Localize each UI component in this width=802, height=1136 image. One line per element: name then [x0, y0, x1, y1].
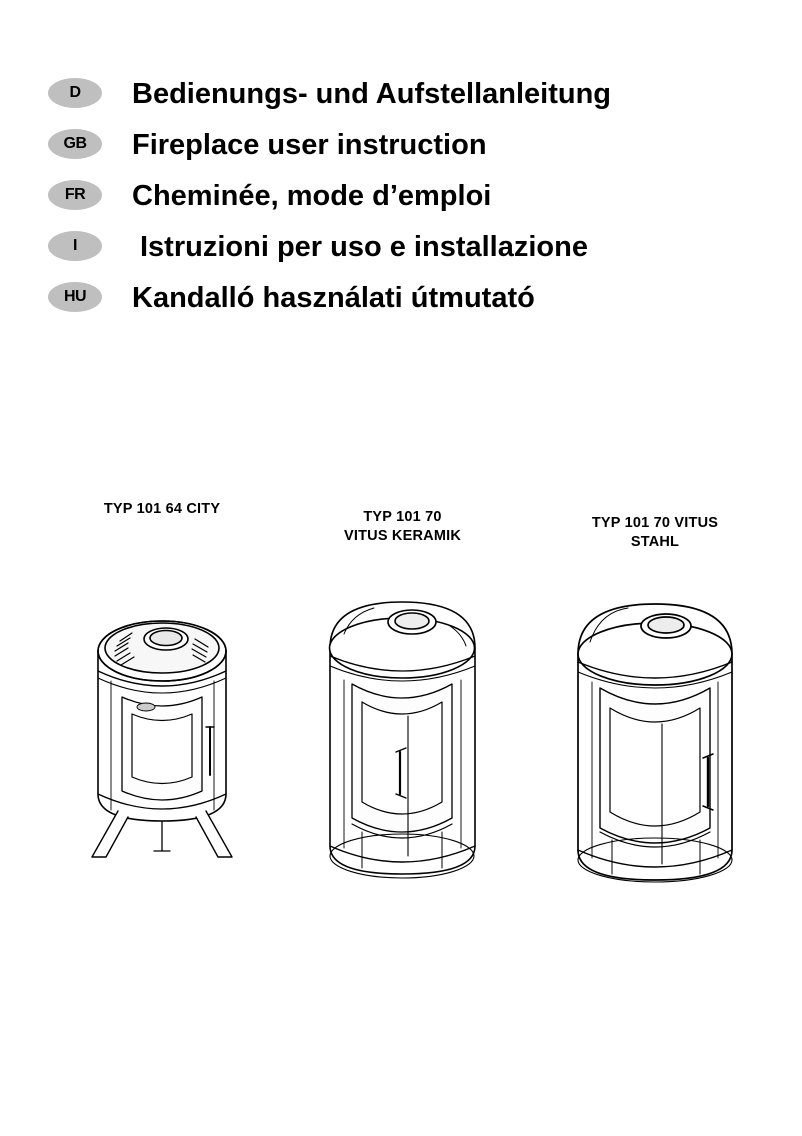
language-title-fr: Cheminée, mode d’emploi — [132, 180, 492, 212]
product-caption-vitus-keramik — [300, 508, 505, 546]
product-caption-city-line1: TYP 101 64 CITY — [103, 501, 221, 517]
language-title-de: Bedienungs- und Aufstellanleitung — [132, 78, 612, 110]
product-caption-vitus-stahl — [535, 514, 775, 552]
product-caption-vitus-keramik-line1: TYP 101 70 — [363, 509, 442, 525]
product-illustration-vitus-keramik — [300, 556, 505, 901]
product-caption-vitus-keramik-line2: VITUS KERAMIK — [344, 528, 461, 544]
language-badge-fr: FR — [48, 180, 102, 210]
language-row-fr — [48, 174, 748, 225]
product-caption-vitus-stahl-line1: TYP 101 70 VITUS — [591, 515, 719, 531]
product-item-vitus-stahl — [535, 514, 775, 907]
language-title-hu: Kandalló használati útmutató — [132, 282, 535, 314]
language-row-hu — [48, 276, 748, 327]
language-title-gb: Fireplace user instruction — [132, 129, 487, 161]
product-illustration-vitus-stahl — [535, 562, 775, 907]
language-row-it — [48, 225, 748, 276]
language-title-it: Istruzioni per uso e installazione — [140, 231, 588, 263]
product-item-vitus-keramik — [300, 508, 505, 901]
language-badge-it: I — [48, 231, 102, 261]
language-badge-hu: HU — [48, 282, 102, 312]
language-badge-gb: GB — [48, 129, 102, 159]
product-figure-group — [0, 495, 802, 915]
product-caption-city — [42, 500, 282, 519]
language-title-list — [48, 72, 748, 327]
language-row-de — [48, 72, 748, 123]
product-caption-vitus-stahl-line2: STAHL — [630, 534, 680, 550]
language-badge-de: D — [48, 78, 102, 108]
product-illustration-city — [42, 529, 282, 864]
product-item-city — [42, 500, 282, 864]
language-row-gb — [48, 123, 748, 174]
